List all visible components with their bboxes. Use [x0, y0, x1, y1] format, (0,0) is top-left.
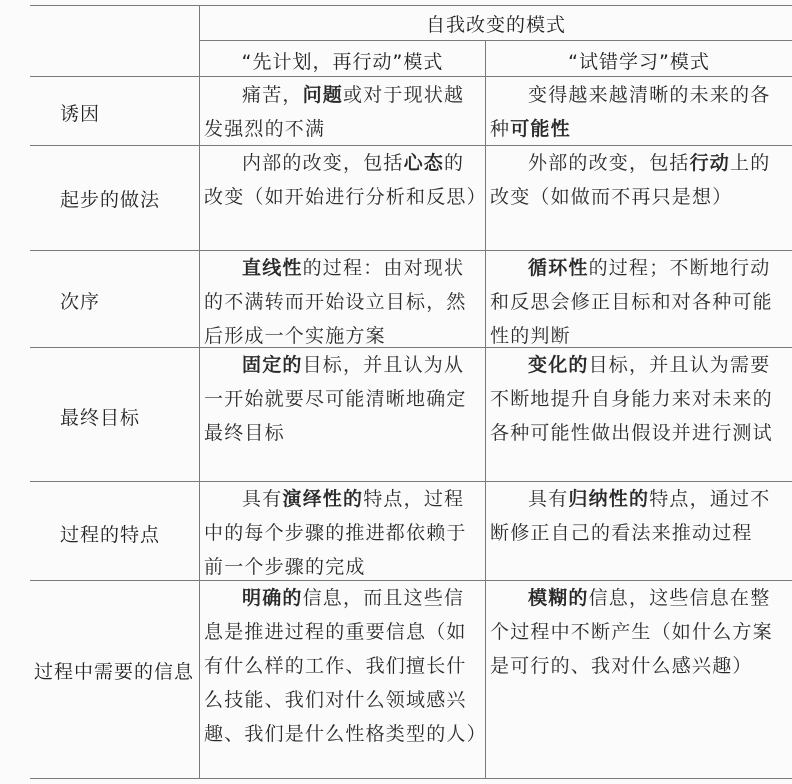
- cell-trial: [490, 146, 788, 214]
- cell-trial: [490, 78, 788, 146]
- rule-col-mid: [485, 40, 486, 778]
- cell-text: 信息，而且这些信息是推进过程的重要信息（如有什么样的工作、我们擅长什么技能、我们对什么领域感兴趣、我们是什么性格类型的人）: [204, 587, 487, 745]
- cell-text: 痛苦，: [242, 84, 303, 106]
- cell-plan: [204, 251, 482, 353]
- rule-top: [30, 5, 792, 6]
- cell-trial: [490, 348, 788, 450]
- emphasis-text: 固定的: [242, 354, 303, 376]
- emphasis-text: 问题: [302, 84, 344, 106]
- emphasis-text: 可能性: [510, 118, 571, 140]
- emphasis-text: 行动: [689, 152, 731, 174]
- row-label-goal: 最终目标: [60, 407, 141, 429]
- emphasis-text: 直线性: [242, 257, 303, 279]
- emphasis-text: 心态: [403, 152, 445, 174]
- cell-text: 的过程：由对现状的不满转而开始设立目标，然后形成一个实施方案: [204, 257, 467, 347]
- cell-plan: [204, 581, 487, 751]
- rule-header-split: [200, 40, 792, 41]
- emphasis-text: 模糊的: [528, 587, 589, 609]
- row-label-info-text: 过程中需要的信息: [34, 661, 195, 683]
- emphasis-text: 演绎性的: [282, 488, 364, 510]
- cell-text: 或对于现状越发强烈的不满: [204, 84, 465, 140]
- row-label-trigger: 诱因: [60, 103, 101, 125]
- cell-text: 外部的改变，包括: [528, 152, 690, 174]
- column-header-plan: “先计划，再行动”模式: [241, 51, 444, 73]
- cell-plan: [204, 78, 482, 146]
- emphasis-text: 变化的: [528, 354, 589, 376]
- cell-text: 变得越来越清晰的未来的各种: [490, 84, 771, 140]
- row-label-start: 起步的做法: [60, 189, 161, 211]
- cell-text: 的改变（如开始进行分析和反思）: [204, 152, 487, 208]
- emphasis-text: 循环性: [528, 257, 589, 279]
- cell-trial: [490, 251, 788, 353]
- column-header-trial: “试错学习”模式: [568, 51, 710, 73]
- cell-plan: [204, 482, 482, 584]
- row-label-process: 过程的特点: [60, 524, 161, 546]
- cell-text: 具有: [528, 488, 569, 510]
- cell-text: 内部的改变，包括: [242, 152, 404, 174]
- emphasis-text: 明确的: [242, 587, 303, 609]
- rule-col-label: [199, 5, 200, 778]
- rule-bottom: [30, 778, 792, 779]
- table-title: 自我改变的模式: [425, 14, 566, 36]
- cell-text: 上的改变（如做而不再只是想）: [490, 152, 771, 208]
- cell-text: 信息，这些信息在整个过程中不断产生（如什么方案是可行的、我对什么感兴趣）: [490, 587, 773, 677]
- row-label-order: 次序: [60, 291, 101, 313]
- comparison-table: [30, 0, 792, 784]
- rule-row1: [30, 76, 792, 77]
- cell-text: 目标，并且认为从一开始就要尽可能清晰地确定最终目标: [204, 354, 467, 444]
- cell-trial: [490, 581, 788, 683]
- row-label-info: [34, 655, 199, 689]
- cell-plan: [204, 146, 487, 214]
- cell-text: 的过程；不断地行动和反思会修正目标和对各种可能性的判断: [490, 257, 773, 347]
- cell-trial: [490, 482, 788, 550]
- cell-text: 具有: [242, 488, 283, 510]
- cell-text: 目标，并且认为需要不断地提升自身能力来对未来的各种可能性做出假设并进行测试: [490, 354, 773, 444]
- cell-plan: [204, 348, 482, 450]
- cell-text: 特点，过程中的每个步骤的推进都依赖于前一个步骤的完成: [204, 488, 467, 578]
- cell-text: 特点，通过不断修正自己的看法来推动过程: [490, 488, 771, 544]
- emphasis-text: 归纳性的: [568, 488, 650, 510]
